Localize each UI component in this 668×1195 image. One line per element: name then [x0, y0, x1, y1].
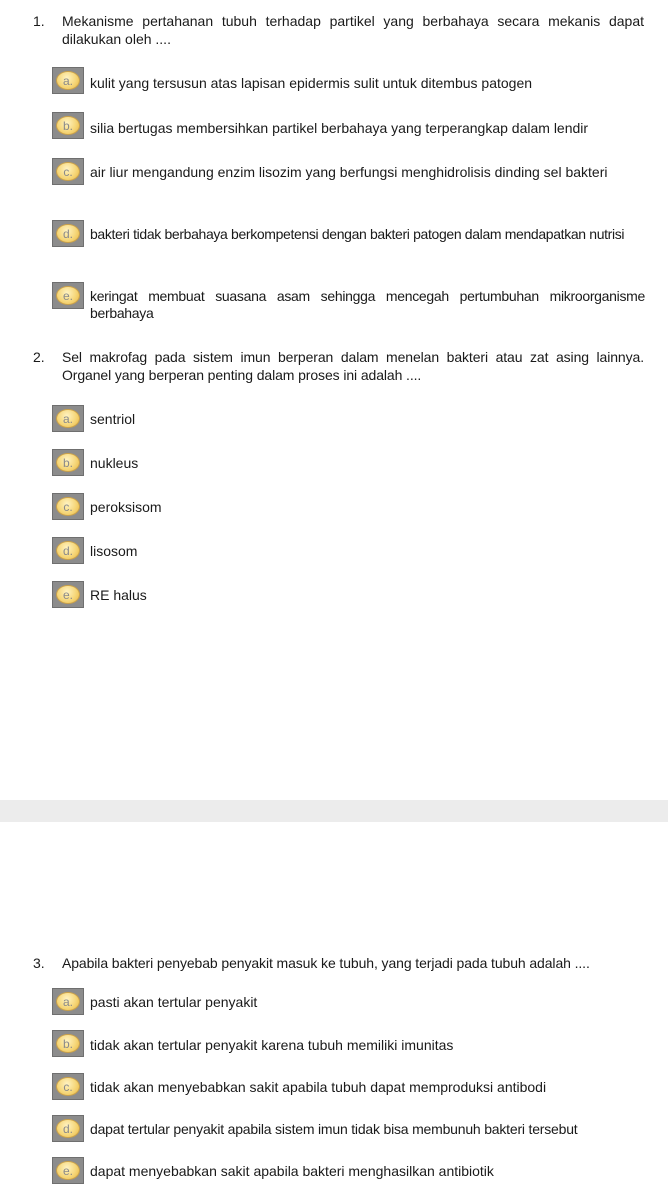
option-text: keringat membuat suasana asam sehingga mencegah pertumbuhan mikroorganisme berbahaya — [90, 288, 645, 321]
option-text: kulit yang tersusun atas lapisan epidermis sulit untuk ditembus patogen — [90, 75, 533, 91]
option-text: dapat menyebabkan sakit apabila bakteri menghasilkan antibiotik — [90, 1163, 494, 1179]
question-number: 2. — [33, 349, 45, 365]
option-text: tidak akan tertular penyakit karena tubuh memiliki imunitas — [90, 1037, 454, 1053]
option-text: sentriol — [90, 411, 136, 427]
option-letter-badge[interactable]: a. — [52, 405, 84, 432]
option-text: bakteri tidak berbahaya berkompetensi dengan bakteri patogen dalam mendapatkan nutrisi — [90, 226, 625, 242]
option-text: air liur mengandung enzim lisozim yang berfungsi menghidrolisis dinding sel bakteri — [90, 164, 608, 180]
option-text: dapat tertular penyakit apabila sistem imun tidak bisa membunuh bakteri tersebut — [90, 1121, 578, 1137]
option-text: lisosom — [90, 543, 138, 559]
option-letter-badge[interactable]: c. — [52, 1073, 84, 1100]
option-text: peroksisom — [90, 499, 162, 515]
option-letter-badge[interactable]: c. — [52, 158, 84, 185]
option-letter-badge[interactable]: a. — [52, 988, 84, 1015]
option-letter-badge[interactable]: d. — [52, 537, 84, 564]
page-separator — [0, 800, 668, 822]
option-letter-badge[interactable]: b. — [52, 112, 84, 139]
question-text: Sel makrofag pada sistem imun berperan dalam menelan bakteri atau zat asing lainnya. Organel yang berperan penting dalam proses ini adalah .... — [62, 349, 644, 383]
option-text: tidak akan menyebabkan sakit apabila tubuh dapat memproduksi antibodi — [90, 1079, 547, 1095]
option-letter-badge[interactable]: d. — [52, 220, 84, 247]
page-section-2 — [0, 822, 668, 1195]
question-text: Apabila bakteri penyebab penyakit masuk ke tubuh, yang terjadi pada tubuh adalah .... — [62, 955, 590, 971]
option-letter-badge[interactable]: e. — [52, 282, 84, 309]
option-letter-badge[interactable]: b. — [52, 1030, 84, 1057]
option-letter-badge[interactable]: e. — [52, 1157, 84, 1184]
question-text: Mekanisme pertahanan tubuh terhadap partikel yang berbahaya secara mekanis dapat dilakukan oleh .... — [62, 13, 644, 47]
question-number: 3. — [33, 955, 45, 971]
option-letter-badge[interactable]: b. — [52, 449, 84, 476]
option-letter-badge[interactable]: e. — [52, 581, 84, 608]
option-text: nukleus — [90, 455, 139, 471]
option-text: silia bertugas membersihkan partikel berbahaya yang terperangkap dalam lendir — [90, 120, 589, 136]
question-number: 1. — [33, 13, 45, 29]
option-text: RE halus — [90, 587, 147, 603]
option-letter-badge[interactable]: d. — [52, 1115, 84, 1142]
option-text: pasti akan tertular penyakit — [90, 994, 258, 1010]
option-letter-badge[interactable]: c. — [52, 493, 84, 520]
option-letter-badge[interactable]: a. — [52, 67, 84, 94]
